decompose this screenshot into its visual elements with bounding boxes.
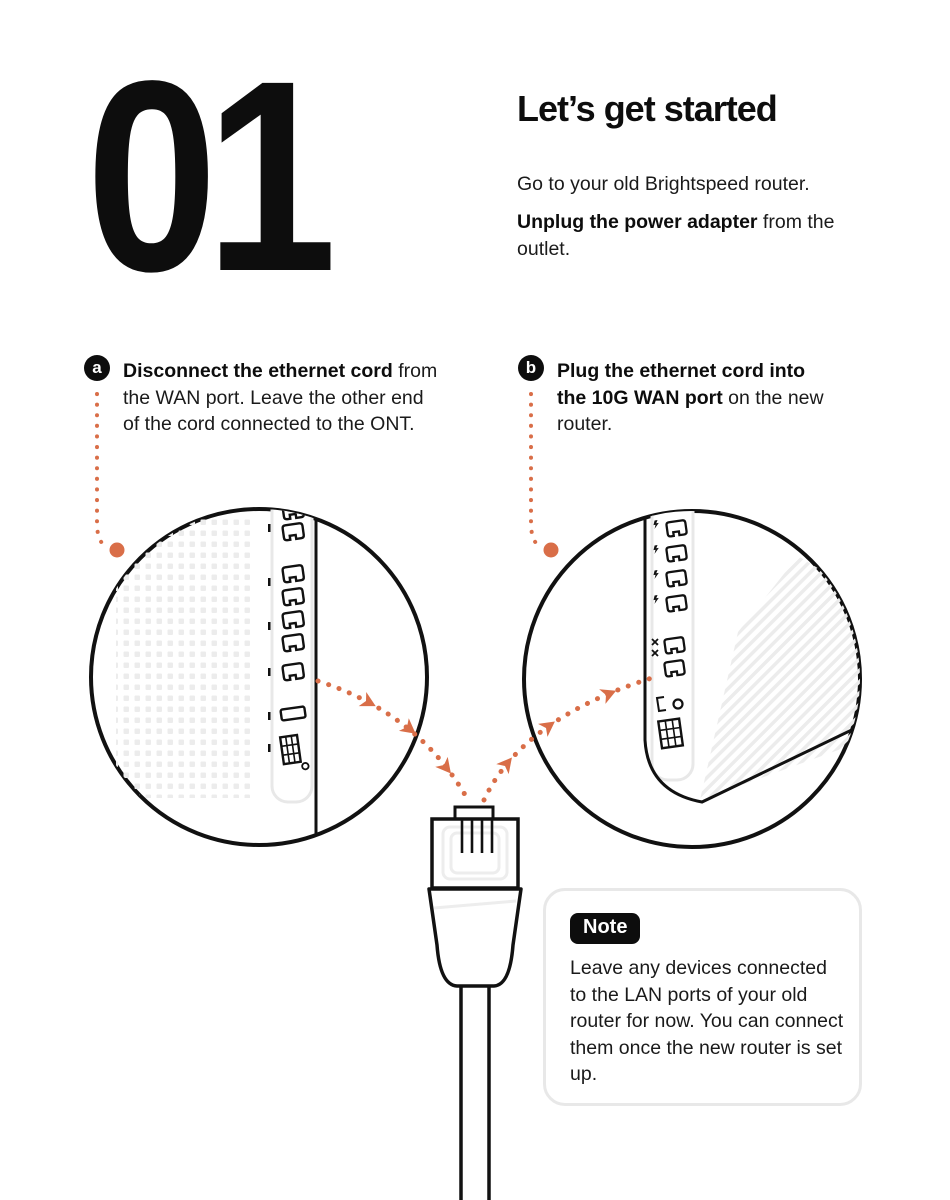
step-b-text bbox=[557, 358, 839, 438]
step-a-badge: a bbox=[84, 355, 110, 381]
note-text: Leave any devices connected to the LAN ports of your old router for now. You can connect them once the new router is set up. bbox=[570, 957, 844, 1085]
step-b-bold: Plug the ethernet cord into the 10G WAN port bbox=[557, 360, 806, 409]
intro-bold: Unplug the power adapter bbox=[517, 211, 758, 233]
step-a-bold: Disconnect the ethernet cord bbox=[123, 360, 393, 382]
page-title: Let’s get started bbox=[517, 88, 777, 129]
leader-line-b bbox=[531, 394, 559, 558]
note-box bbox=[543, 888, 862, 1106]
intro-rest: from the outlet. bbox=[517, 211, 835, 260]
step-a-rest: from the WAN port. Leave the other end of the cord connected to the ONT. bbox=[123, 360, 438, 435]
step-a-text bbox=[123, 358, 441, 438]
step-number: 01 bbox=[86, 24, 325, 328]
old-router-ports-illustration bbox=[91, 494, 427, 850]
ethernet-connector-illustration bbox=[429, 807, 521, 1200]
note-badge: Note bbox=[570, 913, 640, 944]
step-b-rest: on the new router. bbox=[557, 386, 824, 435]
new-router-ports-illustration bbox=[524, 488, 870, 847]
intro-line-2 bbox=[517, 209, 847, 263]
intro-line-1: Go to your old Brightspeed router. bbox=[517, 173, 810, 195]
step-b-badge: b bbox=[518, 355, 544, 381]
leader-line-a bbox=[97, 394, 125, 558]
